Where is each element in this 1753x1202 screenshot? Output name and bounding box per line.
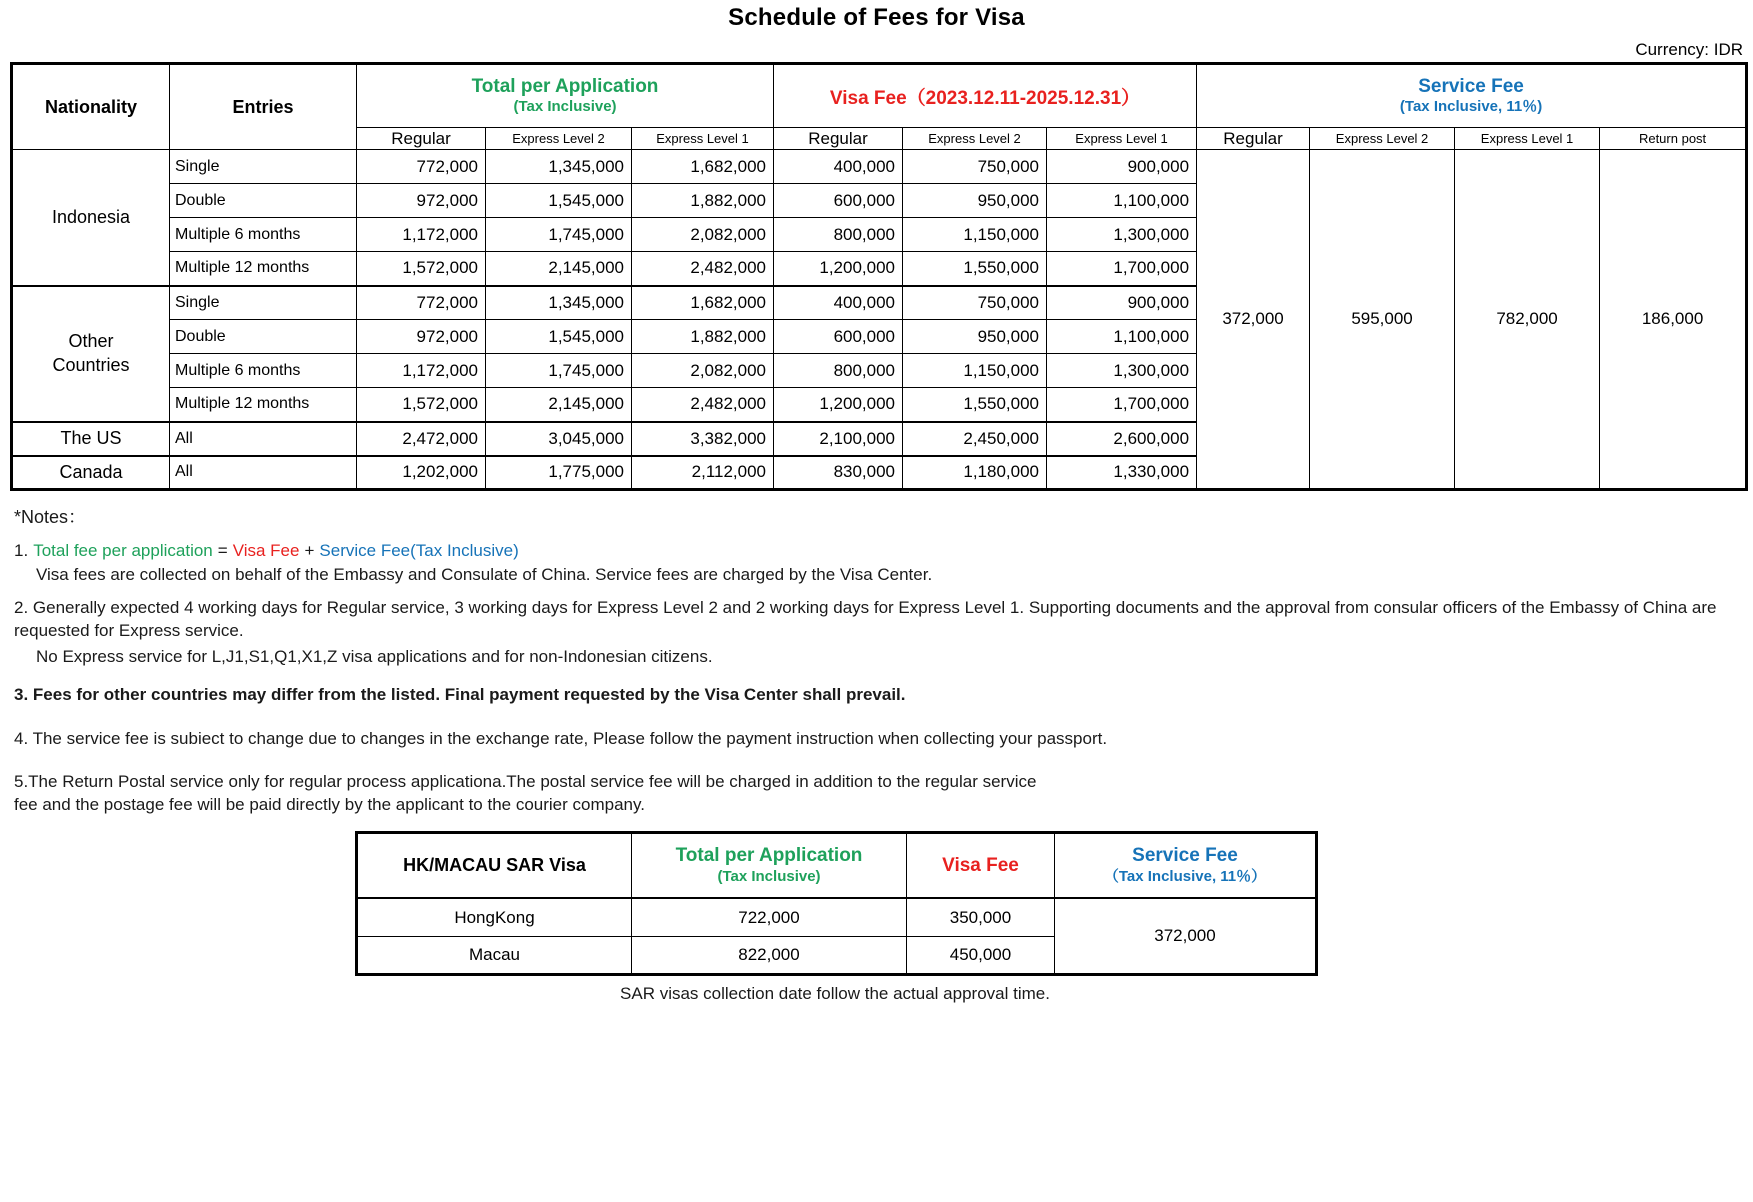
note-2-detail: No Express service for L,J1,S1,Q1,X1,Z visa applications and for non-Indonesian citizens. xyxy=(36,646,713,666)
note-5-line-2: fee and the postage fee will be paid directly by the applicant to the courier company. xyxy=(14,794,645,814)
sar-service-subtitle: （Tax Inclusive, 11％） xyxy=(1103,867,1267,885)
table-row xyxy=(12,150,1747,184)
total-fee-cell: 972,000 xyxy=(357,184,486,218)
entries-cell: Multiple 6 months xyxy=(170,218,357,252)
note-1-detail: Visa fees are collected on behalf of the Embassy and Consulate of China. Service fees are charged by the Visa Center. xyxy=(36,565,933,584)
total-fee-cell: 772,000 xyxy=(357,150,486,184)
subcol-visa-regular: Regular xyxy=(774,128,903,150)
total-fee-cell: 1,572,000 xyxy=(357,252,486,286)
note-1-service-fee-term: Service Fee(Tax Inclusive) xyxy=(319,541,519,560)
total-fee-cell: 1,172,000 xyxy=(357,354,486,388)
total-per-application-subtitle: (Tax Inclusive) xyxy=(513,98,617,116)
total-fee-cell: 772,000 xyxy=(357,286,486,320)
entries-cell: Double xyxy=(170,184,357,218)
visa-fee-cell: 1,150,000 xyxy=(903,354,1047,388)
col-header-entries: Entries xyxy=(170,64,357,150)
entries-cell: All xyxy=(170,456,357,490)
total-fee-cell: 3,045,000 xyxy=(486,422,632,456)
visa-fee-cell: 900,000 xyxy=(1047,286,1197,320)
total-fee-cell: 2,082,000 xyxy=(632,354,774,388)
visa-fee-cell: 1,330,000 xyxy=(1047,456,1197,490)
total-fee-cell: 2,482,000 xyxy=(632,252,774,286)
sar-service-title: Service Fee xyxy=(1132,845,1238,867)
sar-col-header-service-fee xyxy=(1055,832,1317,898)
total-per-application-title: Total per Application xyxy=(471,75,659,97)
entries-cell: Multiple 6 months xyxy=(170,354,357,388)
note-1-number: 1. xyxy=(14,541,29,560)
sar-col-header-total xyxy=(632,832,907,898)
visa-fee-cell: 1,300,000 xyxy=(1047,218,1197,252)
visa-fee-cell: 1,550,000 xyxy=(903,252,1047,286)
nationality-cell-other-countries xyxy=(12,286,170,422)
total-fee-cell: 2,145,000 xyxy=(486,252,632,286)
visa-fee-cell: 1,100,000 xyxy=(1047,320,1197,354)
total-fee-cell: 2,145,000 xyxy=(486,388,632,422)
service-fee-subtitle: (Tax Inclusive, 11％) xyxy=(1399,98,1543,116)
sar-col-header-visa-fee: Visa Fee xyxy=(907,832,1055,898)
total-fee-cell: 1,745,000 xyxy=(486,218,632,252)
visa-fee-cell: 1,150,000 xyxy=(903,218,1047,252)
note-1-total-fee-term: Total fee per application xyxy=(33,541,213,560)
note-2: 2. Generally expected 4 working days for Regular service, 3 working days for Express Level 2 and 2 working days for Express Level 1. Supporting documents and the approval from consular officers of the Embassy of China are requested for Express service. xyxy=(14,598,1717,640)
visa-fee-cell: 1,100,000 xyxy=(1047,184,1197,218)
total-fee-cell: 1,345,000 xyxy=(486,286,632,320)
total-fee-cell: 1,682,000 xyxy=(632,286,774,320)
total-fee-cell: 1,202,000 xyxy=(357,456,486,490)
sar-visa-fee-cell: 450,000 xyxy=(907,936,1055,974)
visa-fee-cell: 600,000 xyxy=(774,184,903,218)
visa-fee-cell: 950,000 xyxy=(903,320,1047,354)
visa-fee-cell: 950,000 xyxy=(903,184,1047,218)
notes-heading: *Notes： xyxy=(14,507,87,527)
total-fee-cell: 1,572,000 xyxy=(357,388,486,422)
subcol-visa-express2: Express Level 2 xyxy=(903,128,1047,150)
visa-fee-cell: 2,100,000 xyxy=(774,422,903,456)
subcol-total-express2: Express Level 2 xyxy=(486,128,632,150)
entries-cell: Double xyxy=(170,320,357,354)
hk-macau-sar-table xyxy=(355,831,1318,976)
visa-fee-cell: 600,000 xyxy=(774,320,903,354)
sar-region-cell: Macau xyxy=(357,936,632,974)
subcol-service-return-post: Return post xyxy=(1600,128,1747,150)
total-fee-cell: 2,472,000 xyxy=(357,422,486,456)
visa-fee-cell: 400,000 xyxy=(774,286,903,320)
note-3: 3. Fees for other countries may differ from the listed. Final payment requested by the Visa Center shall prevail. xyxy=(14,684,906,704)
visa-fee-cell: 830,000 xyxy=(774,456,903,490)
total-fee-cell: 1,775,000 xyxy=(486,456,632,490)
service-fee-express1-cell: 782,000 xyxy=(1455,150,1600,490)
total-fee-cell: 2,482,000 xyxy=(632,388,774,422)
subcol-total-express1: Express Level 1 xyxy=(632,128,774,150)
visa-fee-cell: 800,000 xyxy=(774,354,903,388)
visa-fee-cell: 1,550,000 xyxy=(903,388,1047,422)
sar-col-header-visa-type: HK/MACAU SAR Visa xyxy=(357,832,632,898)
visa-fee-cell: 1,180,000 xyxy=(903,456,1047,490)
service-fee-express2-cell: 595,000 xyxy=(1310,150,1455,490)
service-fee-regular-cell: 372,000 xyxy=(1197,150,1310,490)
service-fee-title: Service Fee xyxy=(1418,75,1524,97)
note-1-visa-fee-term: Visa Fee xyxy=(232,541,300,560)
col-header-total-per-application xyxy=(357,64,774,128)
nationality-cell-indonesia: Indonesia xyxy=(12,150,170,286)
visa-fee-cell: 400,000 xyxy=(774,150,903,184)
entries-cell: Single xyxy=(170,150,357,184)
total-fee-cell: 2,082,000 xyxy=(632,218,774,252)
visa-fee-cell: 900,000 xyxy=(1047,150,1197,184)
subcol-service-regular: Regular xyxy=(1197,128,1310,150)
visa-fee-cell: 1,700,000 xyxy=(1047,388,1197,422)
total-fee-cell: 1,882,000 xyxy=(632,184,774,218)
visa-fee-table xyxy=(10,62,1748,491)
total-fee-cell: 1,745,000 xyxy=(486,354,632,388)
visa-fee-cell: 1,300,000 xyxy=(1047,354,1197,388)
subcol-service-express1: Express Level 1 xyxy=(1455,128,1600,150)
entries-cell: Multiple 12 months xyxy=(170,252,357,286)
subcol-service-express2: Express Level 2 xyxy=(1310,128,1455,150)
sar-total-fee-cell: 722,000 xyxy=(632,898,907,936)
note-1-equals: = xyxy=(217,541,228,560)
note-5 xyxy=(14,771,1739,817)
notes-section xyxy=(14,503,1739,817)
visa-fee-cell: 750,000 xyxy=(903,286,1047,320)
nationality-cell-the-us: The US xyxy=(12,422,170,456)
visa-fee-cell: 800,000 xyxy=(774,218,903,252)
total-fee-cell: 2,112,000 xyxy=(632,456,774,490)
entries-cell: Single xyxy=(170,286,357,320)
sar-total-fee-cell: 822,000 xyxy=(632,936,907,974)
total-fee-cell: 1,545,000 xyxy=(486,320,632,354)
total-fee-cell: 3,382,000 xyxy=(632,422,774,456)
nationality-cell-canada: Canada xyxy=(12,456,170,490)
subcol-visa-express1: Express Level 1 xyxy=(1047,128,1197,150)
nationality-label: Other Countries xyxy=(52,331,130,375)
total-fee-cell: 1,682,000 xyxy=(632,150,774,184)
subcol-total-regular: Regular xyxy=(357,128,486,150)
total-fee-cell: 1,545,000 xyxy=(486,184,632,218)
sar-service-fee-cell: 372,000 xyxy=(1055,898,1317,974)
service-fee-return-post-cell: 186,000 xyxy=(1600,150,1747,490)
visa-fee-cell: 1,700,000 xyxy=(1047,252,1197,286)
sar-region-cell: HongKong xyxy=(357,898,632,936)
sar-table-caption: SAR visas collection date follow the actual approval time. xyxy=(620,983,1050,1003)
total-fee-cell: 1,345,000 xyxy=(486,150,632,184)
visa-fee-cell: 1,200,000 xyxy=(774,388,903,422)
currency-label: Currency: IDR xyxy=(1635,40,1743,59)
total-fee-cell: 1,882,000 xyxy=(632,320,774,354)
col-header-service-fee xyxy=(1197,64,1747,128)
sar-total-subtitle: (Tax Inclusive) xyxy=(717,867,821,885)
visa-fee-cell: 1,200,000 xyxy=(774,252,903,286)
sar-total-title: Total per Application xyxy=(675,845,863,867)
visa-fee-cell: 750,000 xyxy=(903,150,1047,184)
note-1-plus: + xyxy=(304,541,315,560)
table-row xyxy=(357,898,1317,936)
total-fee-cell: 1,172,000 xyxy=(357,218,486,252)
total-fee-cell: 972,000 xyxy=(357,320,486,354)
entries-cell: All xyxy=(170,422,357,456)
note-5-line-1: 5.The Return Postal service only for regular process applicationa.The postal service fee will be charged in addition to the regular service xyxy=(14,771,1037,791)
col-header-visa-fee: Visa Fee（2023.12.11-2025.12.31） xyxy=(774,64,1197,128)
entries-cell: Multiple 12 months xyxy=(170,388,357,422)
col-header-nationality: Nationality xyxy=(12,64,170,150)
note-1 xyxy=(14,541,1739,561)
sar-visa-fee-cell: 350,000 xyxy=(907,898,1055,936)
visa-fee-cell: 2,600,000 xyxy=(1047,422,1197,456)
page-title: Schedule of Fees for Visa xyxy=(728,4,1025,31)
note-4: 4. The service fee is subiect to change due to changes in the exchange rate, Please follow the payment instruction when collecting your passport. xyxy=(14,728,1108,748)
visa-fee-cell: 2,450,000 xyxy=(903,422,1047,456)
